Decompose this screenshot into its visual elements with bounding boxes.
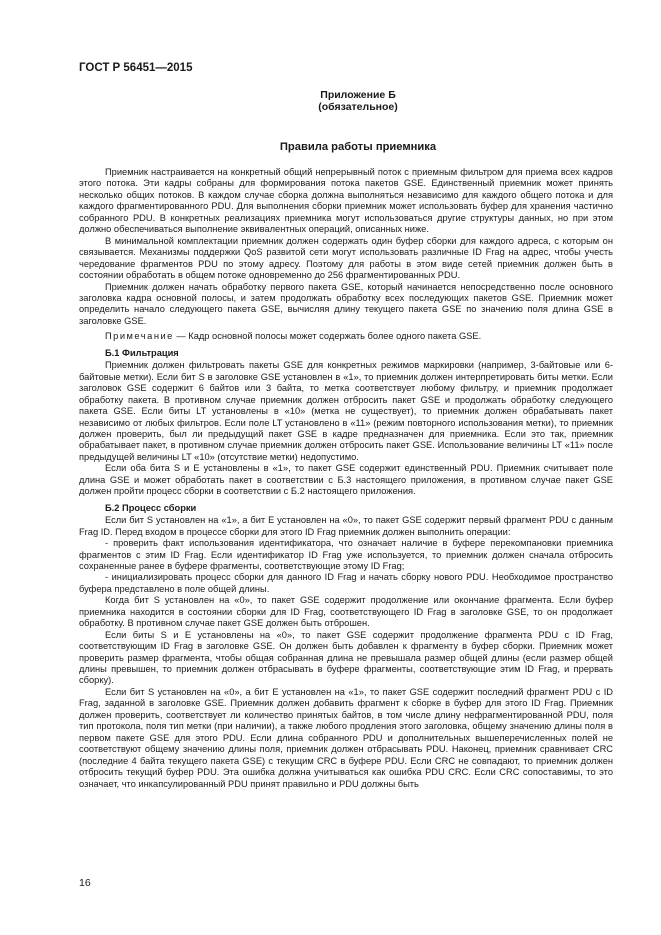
- subsection-heading: Б.1 Фильтрация: [105, 347, 179, 358]
- page-number: 16: [79, 877, 91, 889]
- subsection-heading: Б.2 Процесс сборки: [105, 502, 197, 513]
- list-item: - проверить факт использования идентификатора, что означает наличие в буфере перекомпановки приемника фрагментов с этим ID Frag. Если идентификатор ID Frag уже используется, то приемник должен сначала отбросить сохраненные ранее в буфере фрагменты, соответствующие этому ID Frag;: [79, 538, 613, 571]
- paragraph: Когда бит S установлен на «0», то пакет GSE содержит продолжение или окончание фрагмента. Если буфер приемника находится в состоянии сборки для ID Frag, соответствующего ID Frag в заголовке GSE, то он продолжает обработку. В противном случае пакет GSE должен быть отброшен.: [79, 595, 613, 629]
- appendix-status: (обязательное): [318, 101, 398, 113]
- paragraph: Если оба бита S и E установлены в «1», то пакет GSE содержит единственный PDU. Приемник считывает поле длина GSE и может обработать пакет в соответствии с Б.3 настоящего приложения, в противном случае пакет GSE должен пройти процесс сборки в соответствии с Б.2 настоящего приложения.: [79, 463, 613, 497]
- paragraph: Приемник настраивается на конкретный общий непрерывный поток с приемным фильтром для приема всех кадров этого потока. Эти кадры собраны для формирования потока пакетов GSE. Единственный приемник может принять несколько общих потоков. В каждом случае сборка должна выполняться независимо для каждого общего потока и для каждого фрагментированного PDU. Для выполнения сборки приемник может использовать буфер для хранения частично собранного PDU. В конкретных реализациях приемника могут использоваться другие структуры данных, но при этом должно обеспечиваться выполнение эквивалентных операций, описанных ниже.: [79, 167, 613, 235]
- section-title: Правила работы приемника: [279, 141, 437, 153]
- paragraph: Если биты S и E установлены на «0», то пакет GSE содержит продолжение фрагмента PDU с ID Frag, соответствующим ID Frag в заголовке GSE. Он должен быть добавлен к фрагменту в буфер сборки. Приемник может проверить размер фрагмента, чтобы общая собранная длина не превышала размер общей длины (если размер общей длины превышен, то приемник должен отбрасывать в буфере фрагменты, соответствующие этим ID Frag, и прервать сборку).: [79, 629, 613, 686]
- paragraph: Приемник должен начать обработку первого пакета GSE, который начинается непосредственно после основного заголовка кадра основной полосы, и затем продолжать обработку всех последующих пакетов GSE. Приемник может определить начало следующего пакета GSE, вычисляя длину текущего пакета GSE по значению поля длина GSE в заголовке GSE.: [79, 281, 613, 326]
- paragraph: Если бит S установлен на «0», а бит E установлен на «1», то пакет GSE содержит последний фрагмент PDU с ID Frag, заданной в заголовке GSE. Приемник должен добавить фрагмент к сборке в буфер для этого ID Frag. Приемник должен проверить, соответствует ли количество принятых байтов, в том числе длину нефрагментированной PDU, поля тип протокола, поля тип метки (при наличии), а также любого продления этого заголовка, общему значению длины поля в первом пакете GSE для этого PDU. Если длина собранного PDU и дополнительных вышеперечисленных полей не соответствуют общему значению длины поля, приемник должен отбрасывать PDU. Наконец, приемник сравнивает CRC (последние 4 байта текущего пакета GSE) с текущим CRC в буфере PDU. Если CRC не совпадают, то приемник должен отбросить текущий буфер PDU. Эта ошибка должна учитываться как ошибка PDU CRC. Если CRC сопоставимы, то это означает, что инкапсулированный PDU принят правильно и PDU должны быть: [79, 686, 613, 789]
- list-item: - инициализировать процесс сборки для данного ID Frag и начать сборку нового PDU. Необходимое пространство буфера представлено в поле общей длины.: [79, 572, 613, 594]
- note: [79, 331, 613, 342]
- note-label: Примечание: [105, 331, 174, 342]
- appendix-title: Приложение Б: [320, 89, 396, 101]
- paragraph: В минимальной комплектации приемник должен содержать один буфер сборки для каждого адреса, с которым он связывается. Механизмы поддержки QoS развитой сети могут использовать различные ID Frag на адрес, чтобы учесть чередование фрагментов PDU по этому адресу. Поэтому для работы в этом виде сетей приемник должен быть в состоянии обработать в общем потоке одновременно до 256 фрагментированных PDU.: [79, 235, 613, 281]
- note-text: — Кадр основной полосы может содержать более одного пакета GSE.: [173, 331, 482, 342]
- paragraph: Приемник должен фильтровать пакеты GSE для конкретных режимов маркировки (например, 3-байтовые или 6-байтовые метки). Если бит S в заголовке GSE установлен в «1», то приемник должен интерпретировать биты метки. Если заголовок GSE содержит 6 байтов или 3 байта, то метка соответствует любому фильтру, и приемник продолжает обработку пакета. В противном случае приемник должен отбросить пакет GSE и продолжать обработку следующего пакета GSE. Если биты LT установлены в «10» (метка не существует), то приемник должен обрабатывать пакет независимо от любых фильтров. Если поле LT установлено в «11» (режим повторного использования метки), то приемник должен проверить, был ли предыдущий пакет GSE в кадре предназначен для приемника. Если это так, приемник обрабатывает пакет, в противном случае приемник должен отбросить пакет GSE. Использование величины LT «11» после предыдущей величины LT «10» (отсутствие метки) недопустимо.: [79, 360, 613, 462]
- paragraph: Если бит S установлен на «1», а бит E установлен на «0», то пакет GSE содержит первый фрагмент PDU с данным Frag ID. Перед входом в процессе сборки для этого ID Frag приемник должен выполнить операции:: [79, 515, 613, 537]
- standard-header: ГОСТ Р 56451—2015: [79, 62, 193, 74]
- document-body: [79, 167, 613, 790]
